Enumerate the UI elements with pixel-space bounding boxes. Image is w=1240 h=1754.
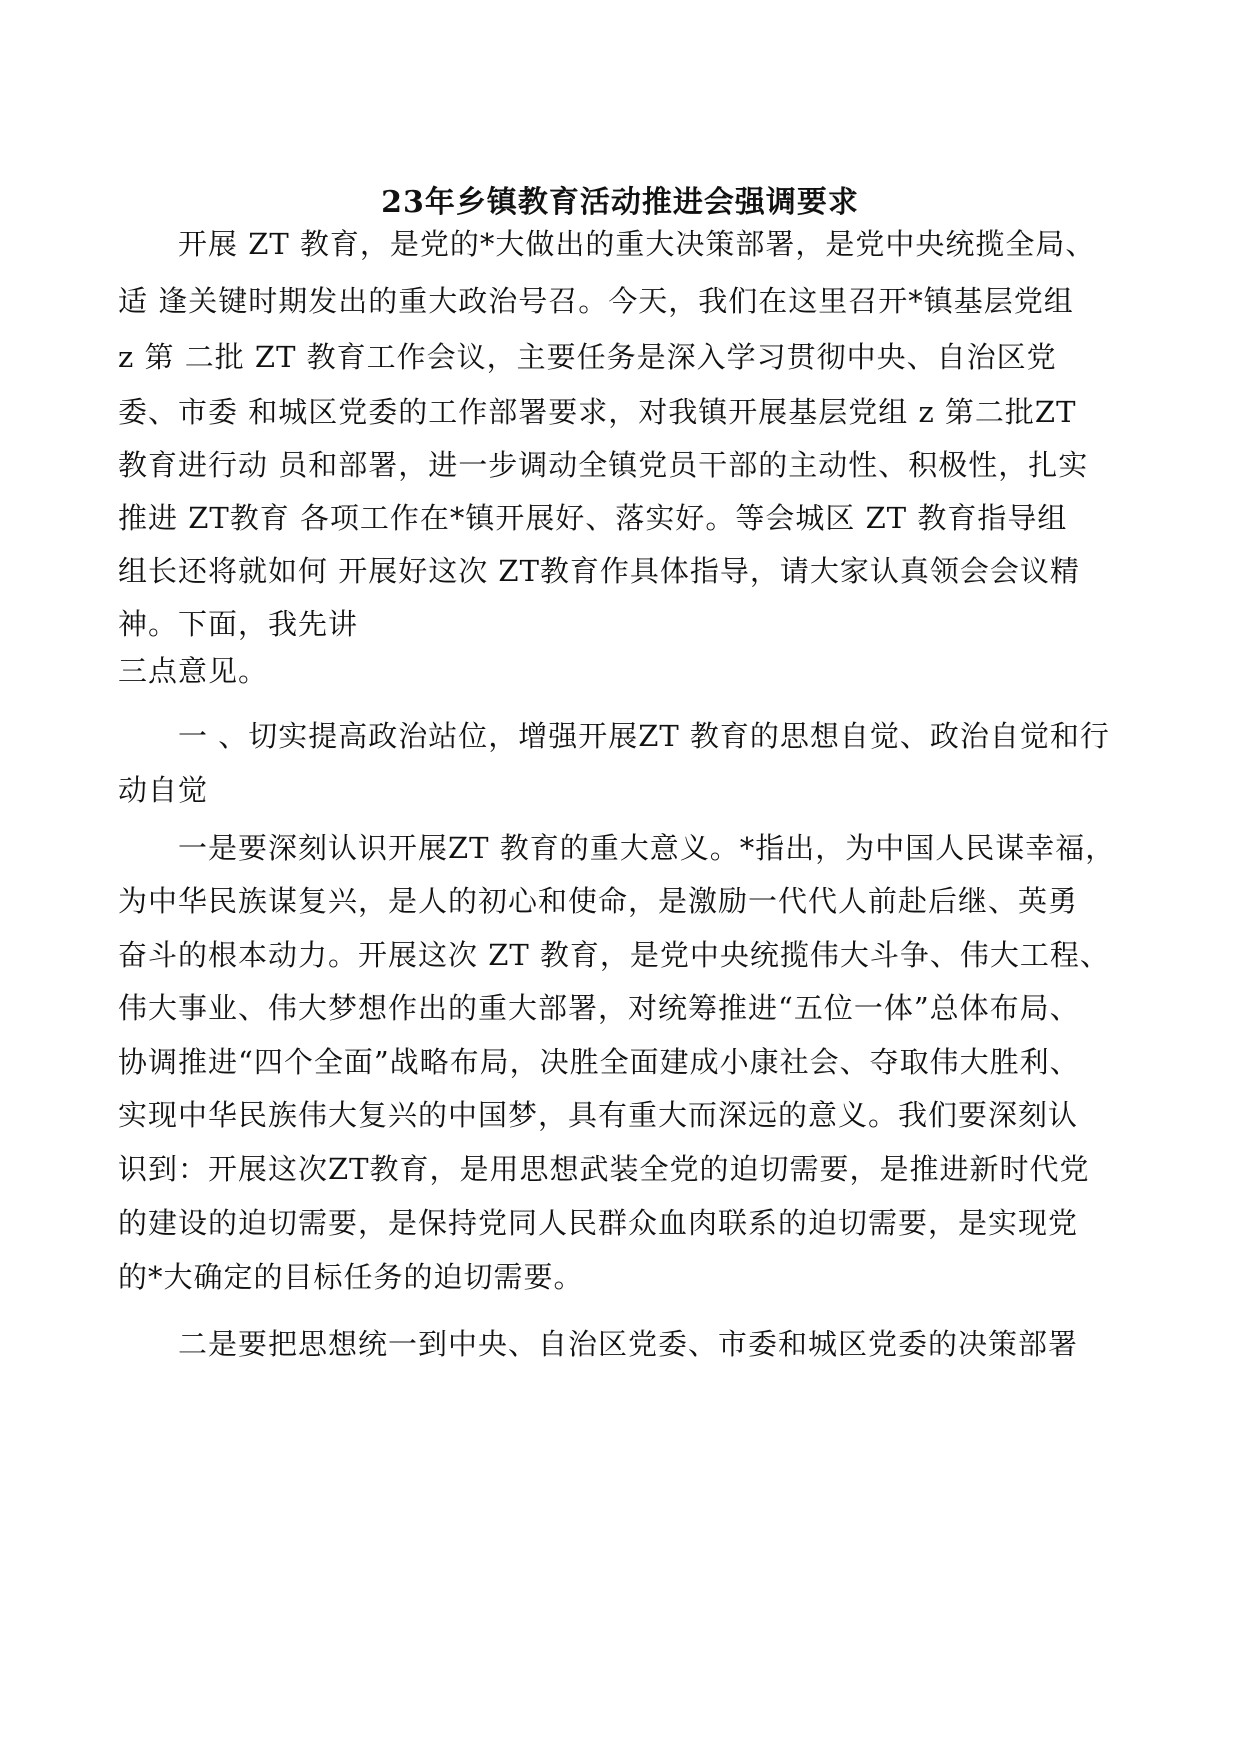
paragraph-line: 推进 ZT教育 各项工作在*镇开展好、落实好。等会城区 ZT 教育指导组 — [118, 501, 1068, 535]
section-heading: 动自觉 — [118, 773, 209, 807]
paragraph-line: 适 逢关键时期发出的重大政治号召。今天，我们在这里召开*镇基层党组 — [118, 284, 1074, 318]
paragraph-line: 奋斗的根本动力。开展这次 ZT 教育，是党中央统揽伟大斗争、伟大工程、 — [118, 938, 1110, 972]
paragraph-line: 的建设的迫切需要，是保持党同人民群众血肉联系的迫切需要，是实现党 — [118, 1206, 1079, 1240]
paragraph-line: 组长还将就如何 开展好这次 ZT教育作具体指导，请大家认真领会会议精 — [118, 554, 1080, 588]
document-title: 23年乡镇教育活动推进会强调要求 — [381, 185, 859, 220]
paragraph-line: 协调推进“四个全面”战略布局，决胜全面建成小康社会、夺取伟大胜利、 — [118, 1045, 1080, 1079]
paragraph-line: 教育进行动 员和部署，进一步调动全镇党员干部的主动性、积极性，扎实 — [118, 448, 1089, 482]
paragraph-line: 的*大确定的目标任务的迫切需要。 — [118, 1260, 584, 1294]
paragraph-line: 一是要深刻认识开展ZT 教育的重大意义。*指出，为中国人民谋幸福， — [178, 831, 1116, 865]
paragraph-line: 识到：开展这次ZT教育，是用思想武装全党的迫切需要，是推进新时代党 — [118, 1152, 1090, 1186]
paragraph-line: 伟大事业、伟大梦想作出的重大部署，对统筹推进“五位一体”总体布局、 — [118, 991, 1080, 1025]
section-heading: 一 、切实提高政治站位，增强开展ZT 教育的思想自觉、政治自觉和行 — [178, 719, 1110, 753]
paragraph-line: 为中华民族谋复兴，是人的初心和使命，是激励一代代人前赴后继、英勇 — [118, 884, 1079, 918]
paragraph-line: 实现中华民族伟大复兴的中国梦，具有重大而深远的意义。我们要深刻认 — [118, 1098, 1079, 1132]
paragraph-line: 开展 ZT 教育，是党的*大做出的重大决策部署，是党中央统揽全局、 — [178, 227, 1096, 261]
paragraph-line: z 第 二批 ZT 教育工作会议，主要任务是深入学习贯彻中央、自治区党 — [118, 340, 1057, 374]
paragraph-line: 二是要把思想统一到中央、自治区党委、市委和城区党委的决策部署 — [178, 1327, 1079, 1361]
paragraph-line: 委、市委 和城区党委的工作部署要求，对我镇开展基层党组 z 第二批ZT — [118, 395, 1077, 429]
paragraph-line: 神。下面，我先讲 — [118, 607, 359, 641]
paragraph-line: 三点意见。 — [118, 654, 269, 688]
